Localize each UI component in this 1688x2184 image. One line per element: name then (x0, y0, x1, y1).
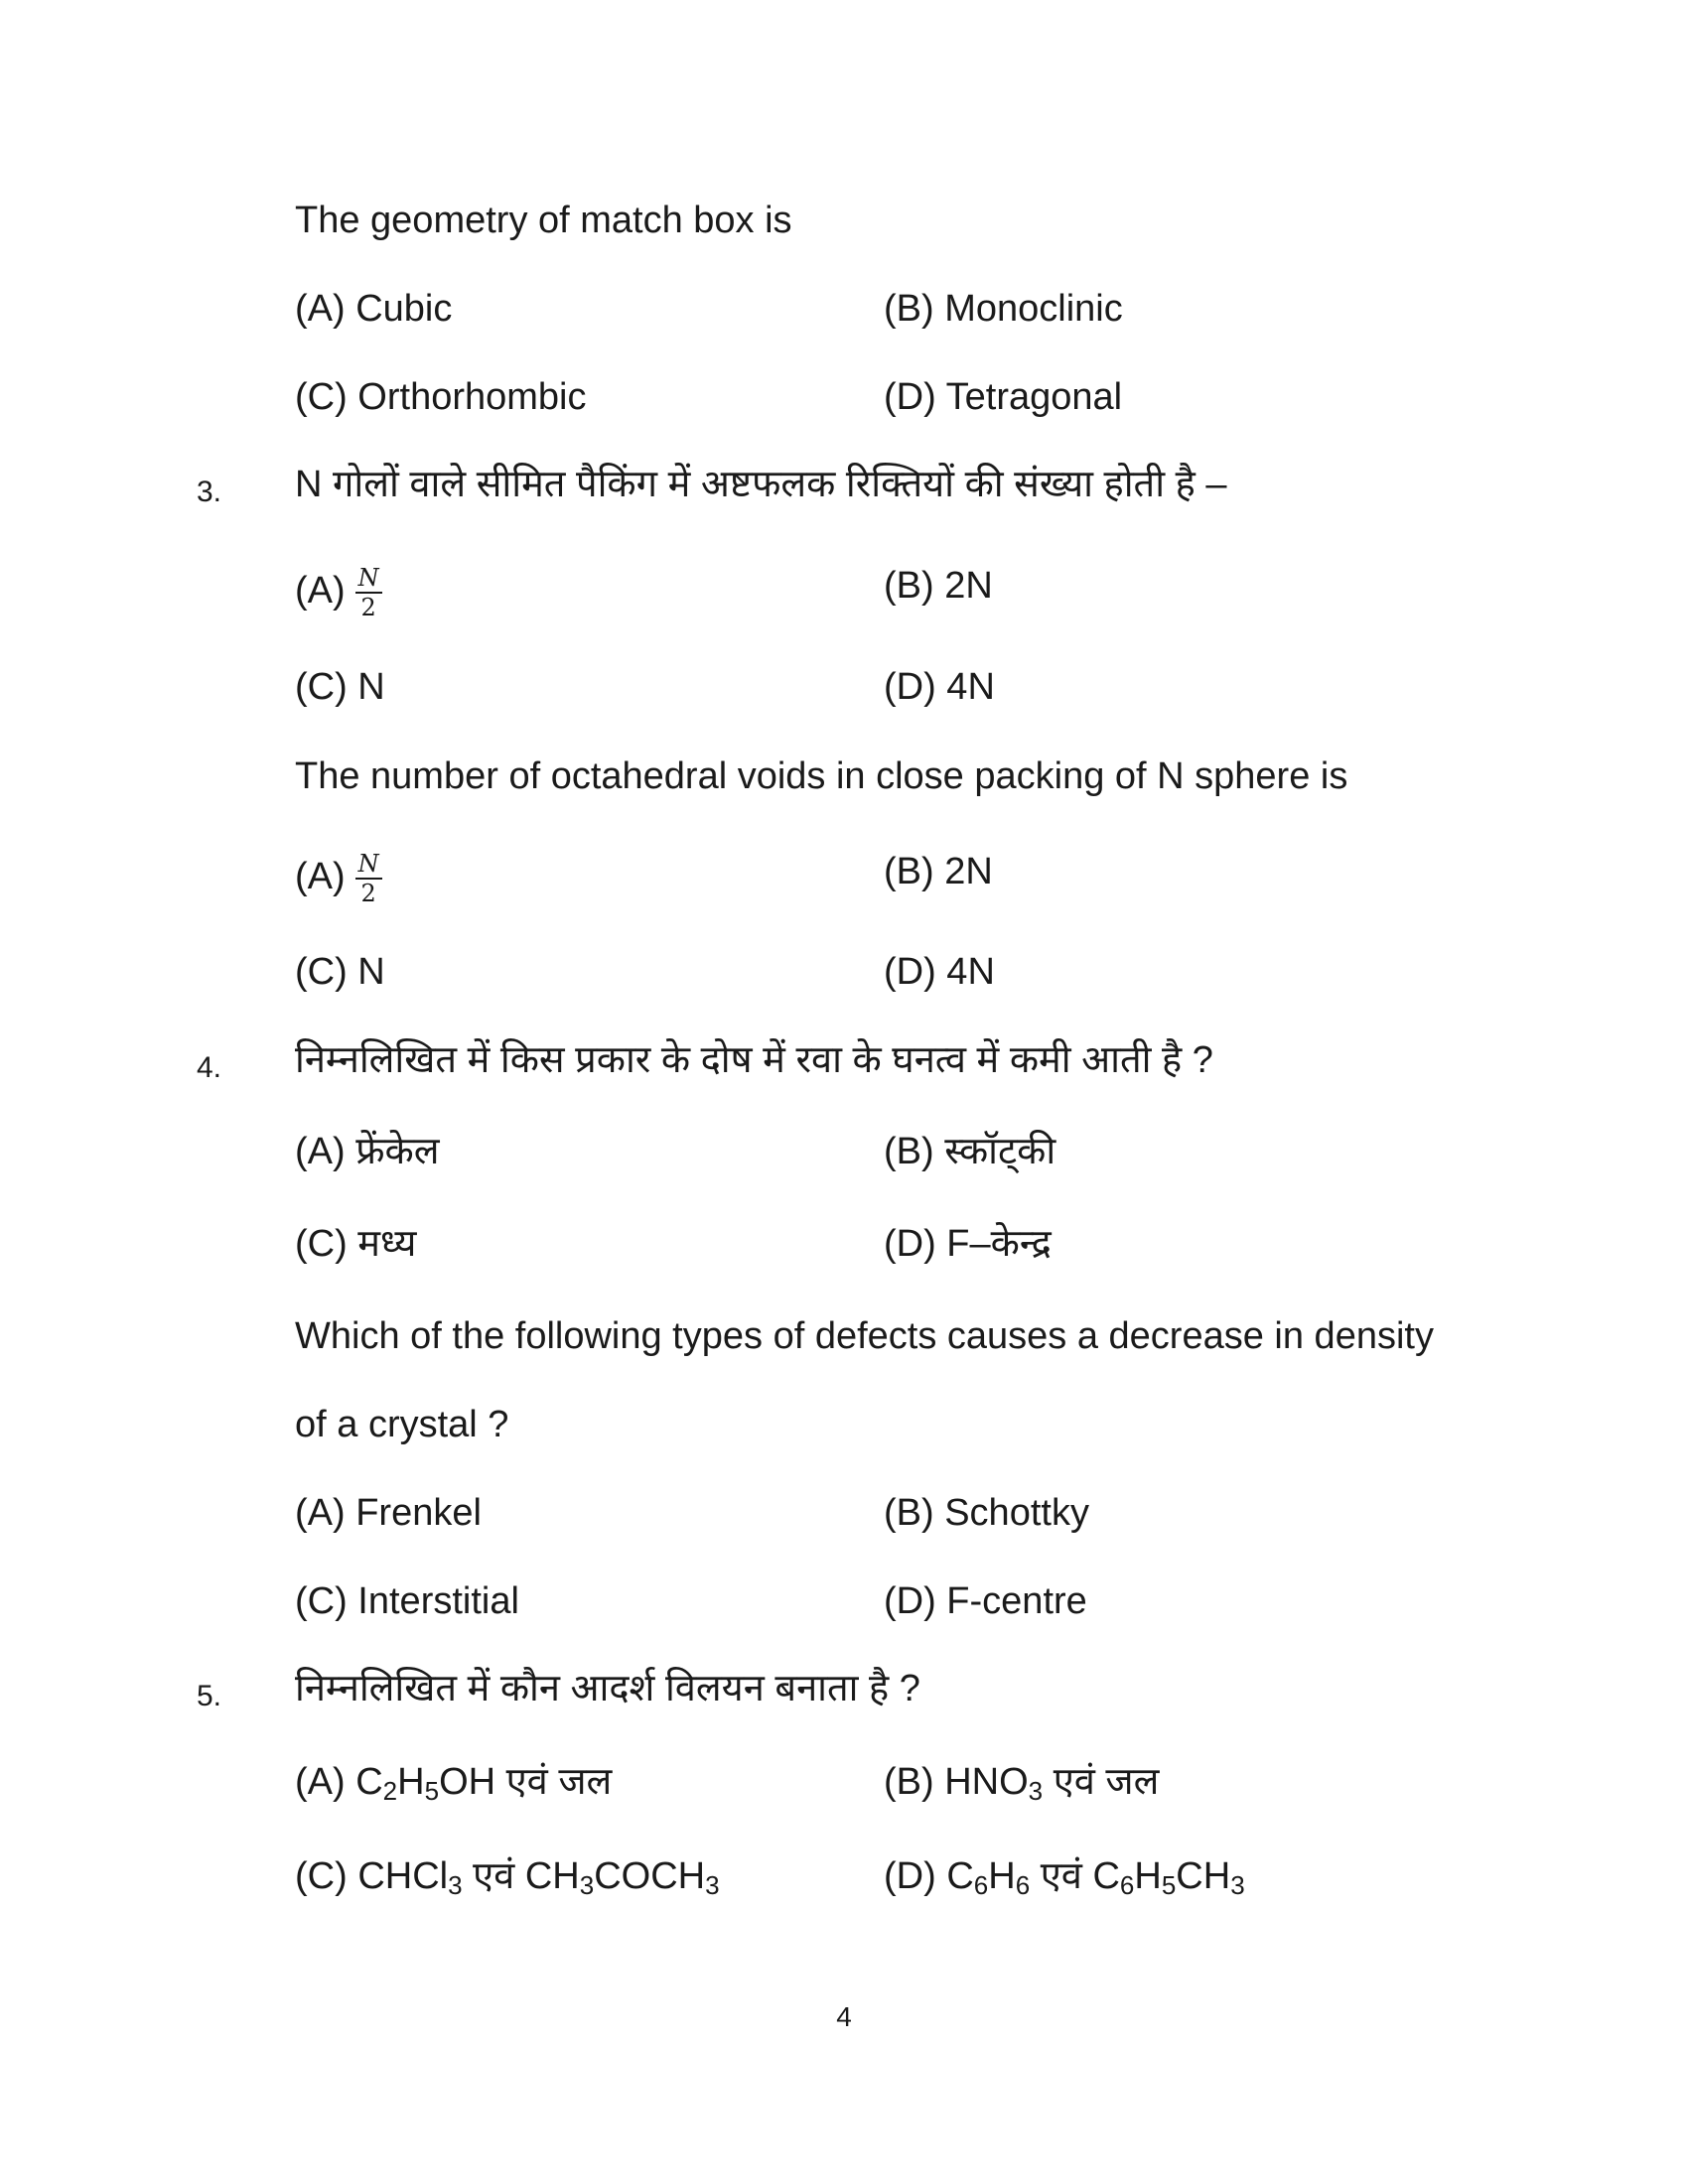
q2-option-b: (B) Monoclinic (884, 288, 1123, 330)
q5-hindi-text: निम्नलिखित में कौन आदर्श विलयन बनाता है ? (295, 1668, 920, 1709)
formula-part: H (988, 1855, 1016, 1897)
q4-english-text-line2: of a crystal ? (295, 1404, 509, 1445)
page-number: 4 (836, 2001, 852, 2032)
q4-number: 4. (197, 1051, 222, 1084)
formula-subscript: 3 (1230, 1870, 1245, 1900)
formula-part: COCH (594, 1855, 706, 1897)
and-word: एवं (1040, 1855, 1082, 1897)
q4-hindi-option-b: (B) स्कॉट्की (884, 1131, 1056, 1172)
option-label: (A) (295, 570, 346, 613)
formula-subscript: 5 (1161, 1870, 1177, 1900)
q4-english-option-a: (A) Frenkel (295, 1492, 482, 1534)
formula (524, 1855, 720, 1900)
formula-subscript: 3 (1028, 1776, 1044, 1806)
q3-english-text: The number of octahedral voids in close packing of N sphere is (295, 755, 1348, 797)
q5-option-a (295, 1758, 612, 1806)
and-word: एवं (505, 1761, 548, 1803)
formula (944, 1761, 1044, 1806)
q5-number: 5. (197, 1680, 222, 1712)
formula (946, 1855, 1031, 1900)
fraction-numerator: N (355, 850, 382, 880)
fraction-denominator: 2 (360, 880, 376, 907)
formula-subscript: 6 (1119, 1870, 1135, 1900)
q3-hindi-text: N गोलों वाले सीमित पैकिंग में अष्टफलक रिक्तियों की संख्या होती है – (295, 464, 1227, 505)
formula-subscript: 2 (382, 1776, 398, 1806)
q4-hindi-option-d: (D) F–केन्द्र (884, 1223, 1052, 1265)
fraction (355, 564, 382, 621)
q4-english-text-line1: Which of the following types of defects causes a decrease in density (295, 1315, 1434, 1357)
q3-english-option-a (295, 850, 382, 907)
water-word: जल (558, 1761, 613, 1803)
option-label: (D) (884, 1855, 936, 1897)
formula-part: CHCl (357, 1855, 449, 1897)
and-word: एवं (473, 1855, 515, 1897)
q5-option-c (295, 1852, 720, 1900)
option-label: (C) (295, 1855, 348, 1897)
formula-subscript: 6 (1015, 1870, 1031, 1900)
q3-english-option-d: (D) 4N (884, 951, 995, 993)
q2-option-c: (C) Orthorhombic (295, 376, 587, 418)
formula-part: C (946, 1855, 974, 1897)
option-label: (A) (295, 856, 346, 898)
option-label: (A) (295, 1761, 346, 1803)
water-word: जल (1105, 1761, 1160, 1803)
fraction (355, 850, 382, 907)
option-label: (B) (884, 1761, 934, 1803)
formula-subscript: 3 (705, 1870, 720, 1900)
q2-option-a: (A) Cubic (295, 288, 453, 330)
q4-english-option-b: (B) Schottky (884, 1492, 1089, 1534)
q3-english-option-c: (C) N (295, 951, 385, 993)
formula-subscript: 5 (424, 1776, 440, 1806)
q3-hindi-option-a (295, 564, 382, 621)
formula-subscript: 3 (579, 1870, 595, 1900)
formula-part: CH (1176, 1855, 1231, 1897)
formula-part: HNO (944, 1761, 1029, 1803)
and-word: एवं (1053, 1761, 1095, 1803)
formula (1092, 1855, 1245, 1900)
formula-part: CH (524, 1855, 580, 1897)
q4-hindi-option-c: (C) मध्य (295, 1223, 417, 1265)
formula (357, 1855, 463, 1900)
q4-hindi-text: निम्नलिखित में किस प्रकार के दोष में रवा के घनत्व में कमी आती है ? (295, 1039, 1213, 1081)
formula-subscript: 6 (973, 1870, 989, 1900)
q3-number: 3. (197, 476, 222, 508)
formula (355, 1761, 496, 1806)
q3-hindi-option-c: (C) N (295, 666, 385, 708)
q4-english-option-c: (C) Interstitial (295, 1580, 519, 1622)
q3-hindi-option-b: (B) 2N (884, 565, 993, 607)
formula-part: H (1134, 1855, 1162, 1897)
formula-part: OH (439, 1761, 496, 1803)
q5-option-d (884, 1852, 1245, 1900)
formula-part: C (1092, 1855, 1120, 1897)
q2-option-d: (D) Tetragonal (884, 376, 1123, 418)
q4-hindi-option-a: (A) फ्रेंकेल (295, 1131, 440, 1172)
q5-option-b (884, 1758, 1159, 1806)
q3-english-option-b: (B) 2N (884, 851, 993, 892)
q4-english-option-d: (D) F-centre (884, 1580, 1087, 1622)
fraction-numerator: N (355, 564, 382, 594)
q2-english-text: The geometry of match box is (295, 200, 792, 241)
formula-part: H (397, 1761, 425, 1803)
fraction-denominator: 2 (360, 594, 376, 621)
formula-subscript: 3 (448, 1870, 463, 1900)
q3-hindi-option-d: (D) 4N (884, 666, 995, 708)
formula-part: C (355, 1761, 383, 1803)
